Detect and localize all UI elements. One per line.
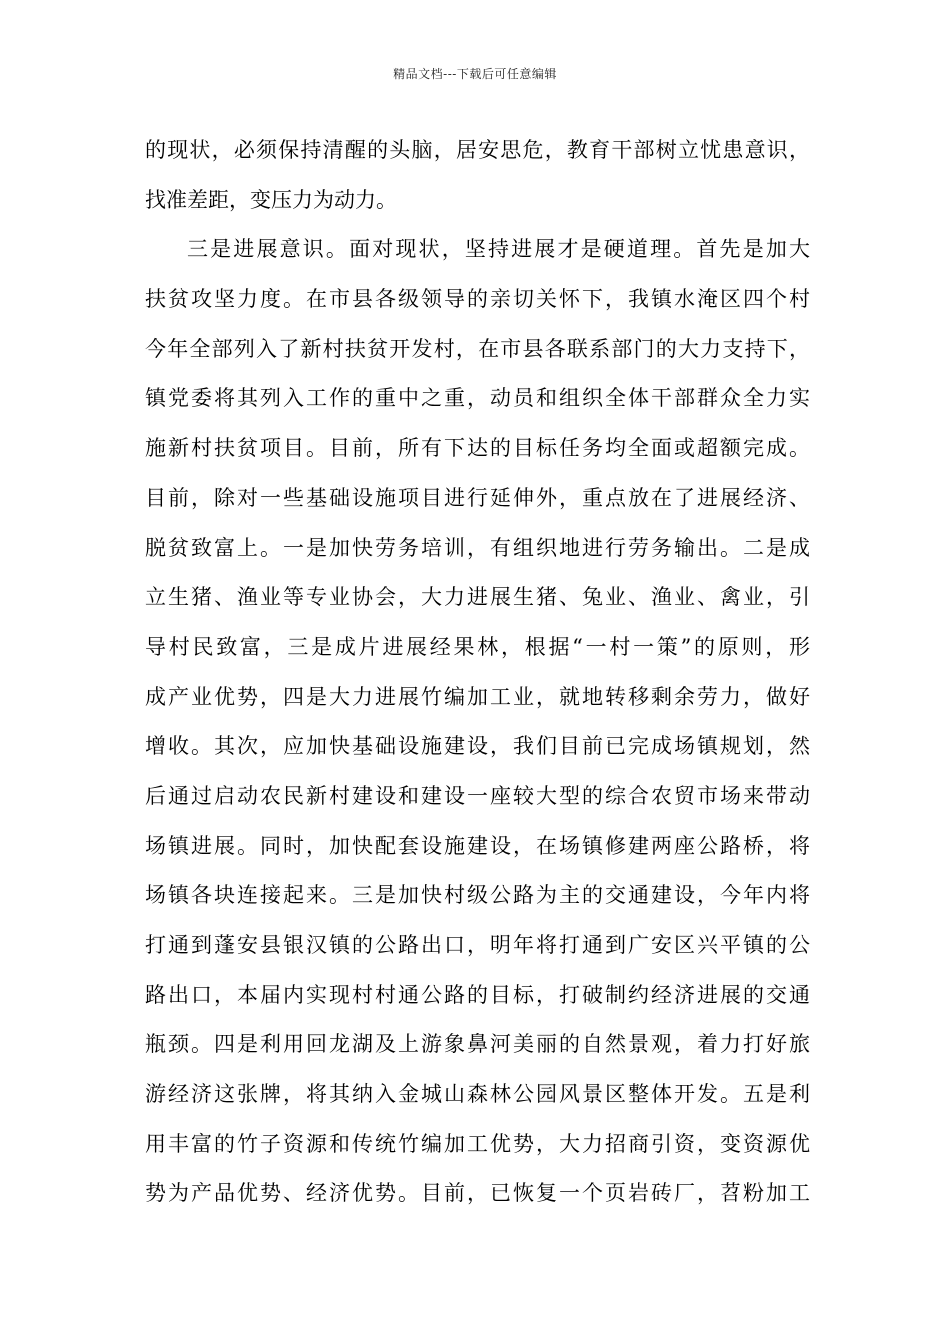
paragraph-line: 用丰富的竹子资源和传统竹编加工优势，大力招商引资，变资源优: [145, 1131, 810, 1156]
paragraph-line: 导村民致富，三是成片进展经果林，根据“一村一策”的原则，形: [145, 634, 810, 659]
paragraph-line: 场镇各块连接起来。三是加快村级公路为主的交通建设，今年内将: [145, 883, 810, 908]
paragraph-line: 三是进展意识。面对现状，坚持进展才是硬道理。首先是加大: [187, 237, 810, 262]
paragraph-line: 后通过启动农民新村建设和建设一座较大型的综合农贸市场来带动: [145, 783, 810, 808]
paragraph-line: 势为产品优势、经济优势。目前，已恢复一个页岩砖厂，苕粉加工: [145, 1181, 810, 1206]
document-body: [145, 126, 810, 1219]
paragraph-line: 路出口，本届内实现村村通公路的目标，打破制约经济进展的交通: [145, 982, 810, 1007]
paragraph-line: 打通到蓬安县银汉镇的公路出口，明年将打通到广安区兴平镇的公: [145, 933, 810, 957]
page-header: 精品文档---下载后可任意编辑: [393, 67, 557, 81]
paragraph-line: 脱贫致富上。一是加快劳务培训，有组织地进行劳务输出。二是成: [145, 535, 810, 560]
paragraph-line: 瓶颈。四是利用回龙湖及上游象鼻河美丽的自然景观，着力打好旅: [145, 1032, 810, 1057]
paragraph-line: 增收。其次，应加快基础设施建设，我们目前已完成场镇规划，然: [145, 734, 810, 759]
paragraph-line: 今年全部列入了新村扶贫开发村，在市县各联系部门的大力支持下，: [145, 336, 810, 361]
paragraph-line: 的现状，必须保持清醒的头脑，居安思危，教育干部树立忧患意识，: [145, 138, 810, 162]
paragraph-line: 施新村扶贫项目。目前，所有下达的目标任务均全面或超额完成。: [145, 436, 810, 461]
paragraph-line: 成产业优势，四是大力进展竹编加工业，就地转移剩余劳力，做好: [145, 684, 810, 709]
paragraph-line: 目前，除对一些基础设施项目进行延伸外，重点放在了进展经济、: [145, 485, 810, 510]
paragraph-line: 场镇进展。同时，加快配套设施建设，在场镇修建两座公路桥，将: [145, 833, 810, 858]
paragraph-line: 镇党委将其列入工作的重中之重，动员和组织全体干部群众全力实: [145, 386, 810, 411]
paragraph-line: 游经济这张牌，将其纳入金城山森林公园风景区整体开发。五是利: [145, 1082, 810, 1107]
paragraph-line: 扶贫攻坚力度。在市县各级领导的亲切关怀下，我镇水淹区四个村: [145, 287, 810, 312]
paragraph-line: 找准差距，变压力为动力。: [145, 187, 397, 212]
paragraph-line: 立生猪、渔业等专业协会，大力进展生猪、兔业、渔业、禽业，引: [145, 585, 810, 610]
